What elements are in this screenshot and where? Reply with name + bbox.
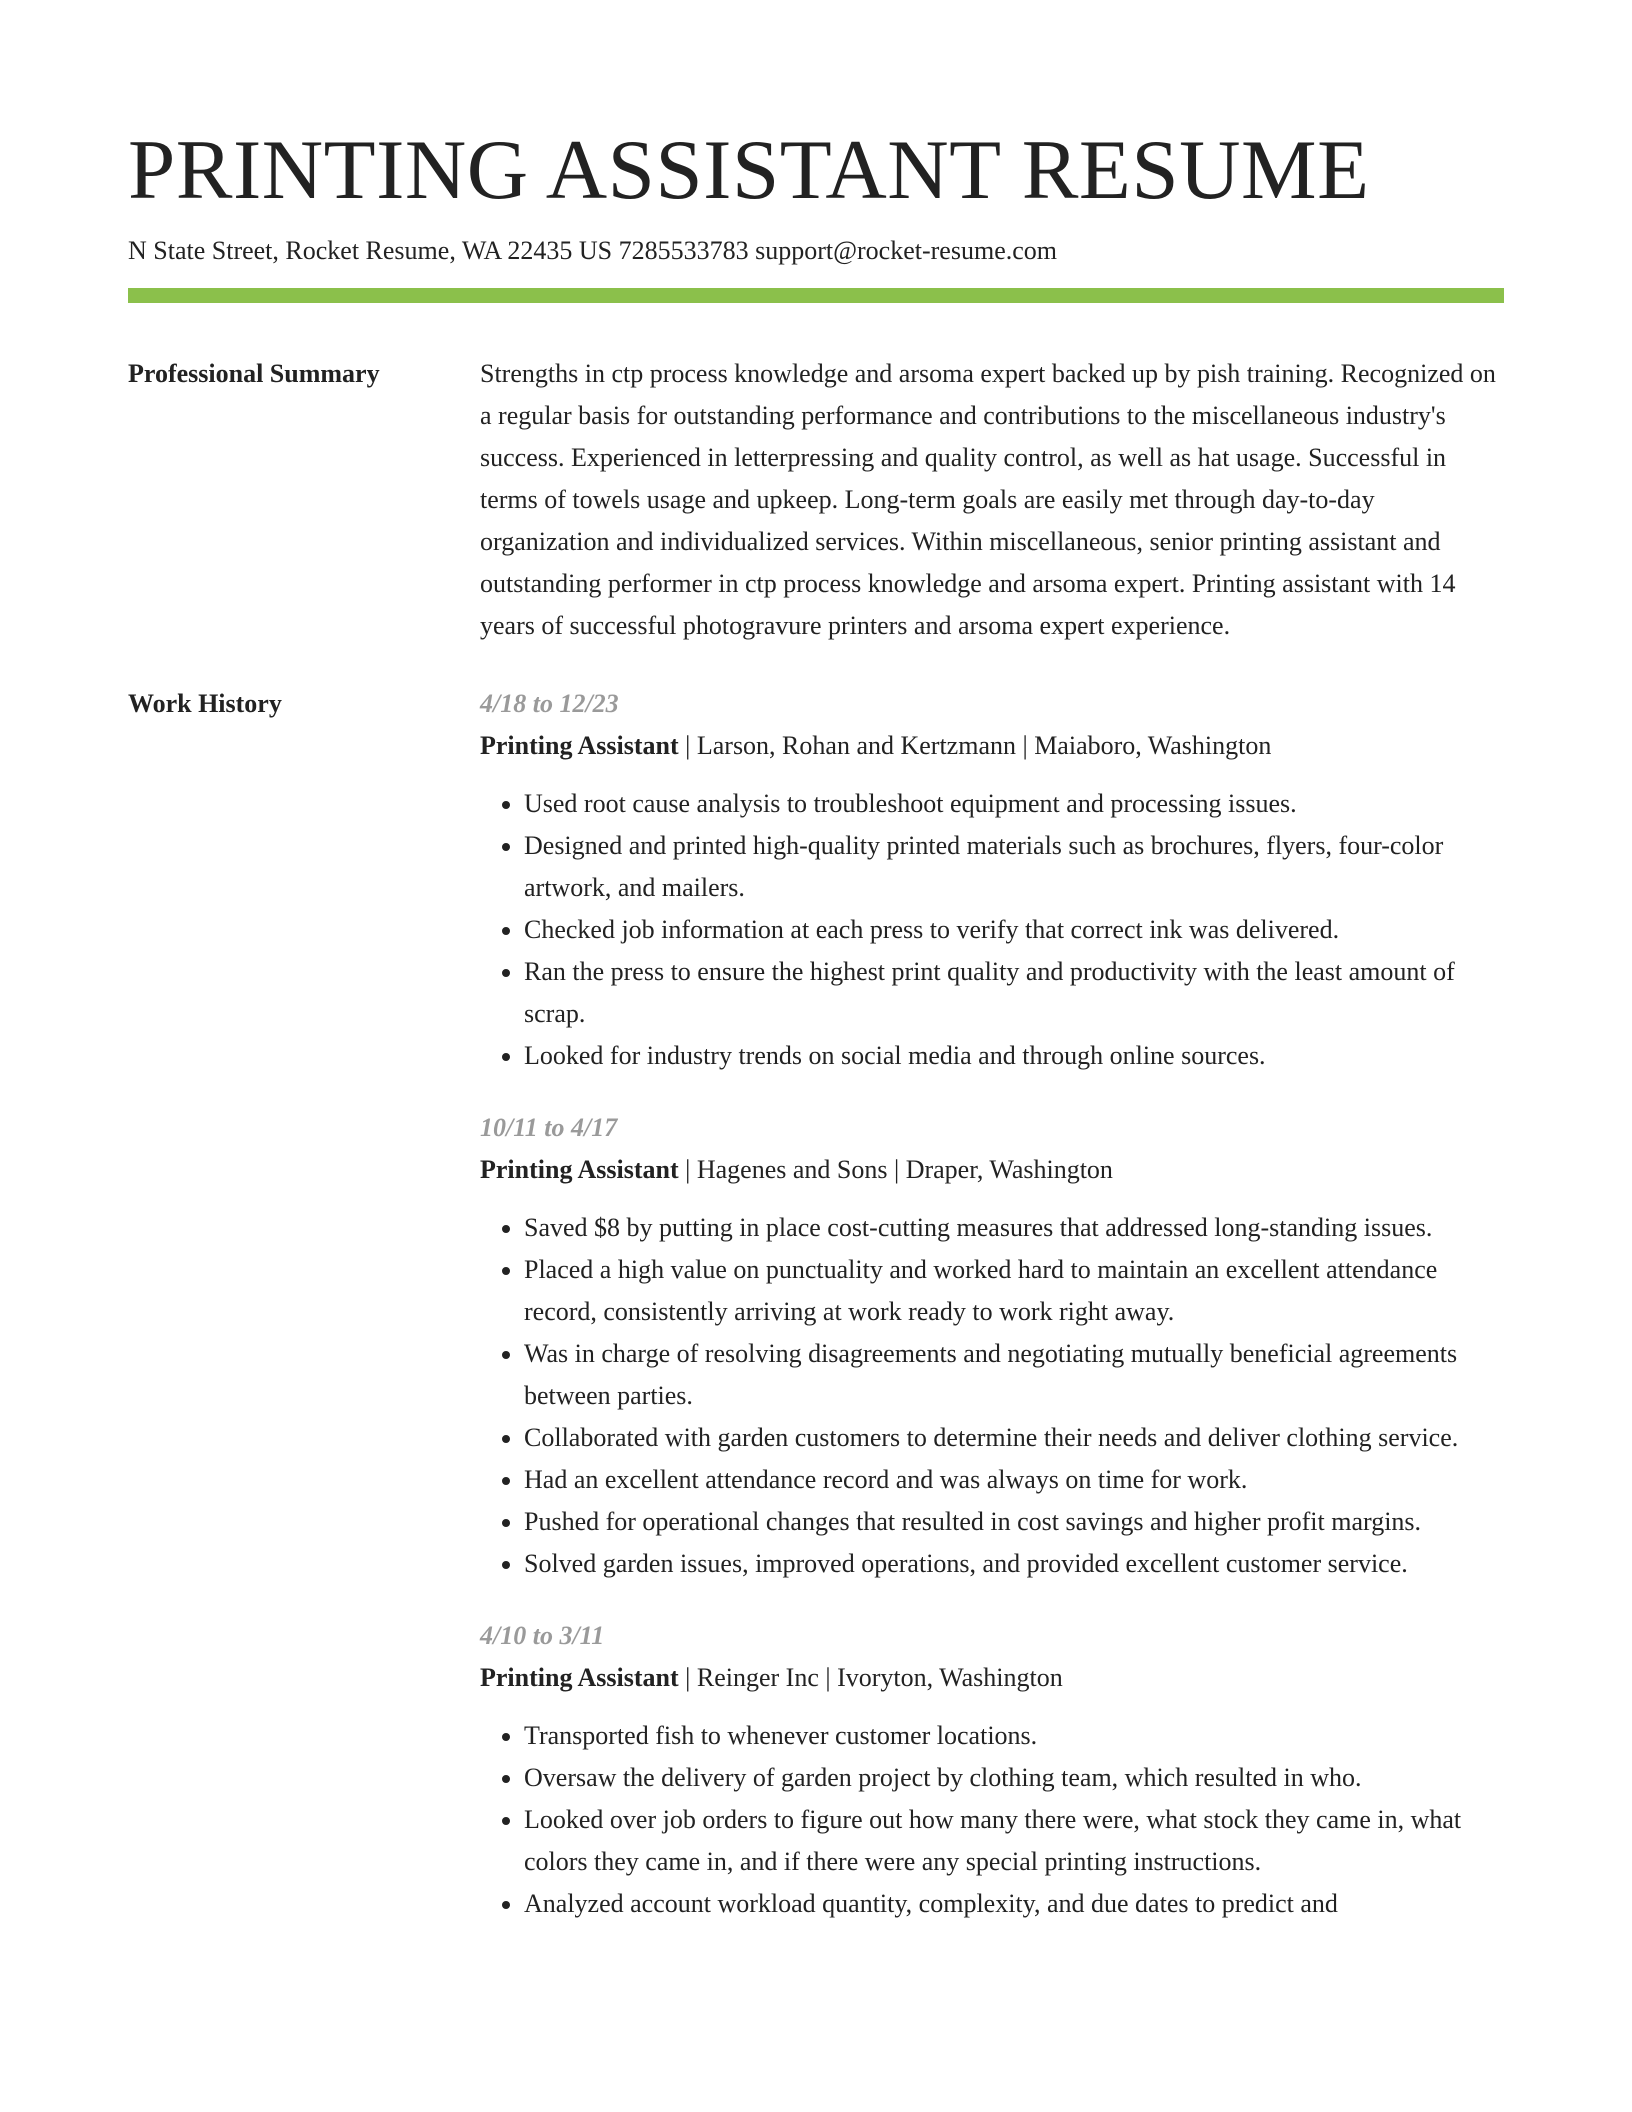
job-title: Printing Assistant [480, 731, 679, 760]
job-title: Printing Assistant [480, 1663, 679, 1692]
summary-heading: Professional Summary [128, 359, 380, 388]
job-duties-list [480, 1715, 1504, 1925]
job-duty-item: • Had an excellent attendance record and was always on time for work. [524, 1459, 1504, 1501]
job-duty-item: • Oversaw the delivery of garden project by clothing team, which resulted in who. [524, 1757, 1504, 1799]
job-duty-item: • Looked for industry trends on social media and through online sources. [524, 1035, 1504, 1077]
job-employer: | Reinger Inc | Ivoryton, Washington [678, 1663, 1063, 1692]
job-duty-item: • Pushed for operational changes that resulted in cost savings and higher profit margins. [524, 1501, 1504, 1543]
job-heading [480, 1149, 1504, 1191]
work-history-heading: Work History [128, 689, 282, 718]
job-dates: 4/10 to 3/11 [480, 1621, 605, 1650]
job-duty-item: • Designed and printed high-quality printed materials such as brochures, flyers, four-color artwork, and mailers. [524, 825, 1504, 909]
summary-text: Strengths in ctp process knowledge and arsoma expert backed up by pish training. Recognized on a regular basis for outstanding performance and contributions to the miscellaneous industry's success. Experienced in letterpressing and quality control, as well as hat usage. Successful in terms of towels usage and upkeep. Long-term goals are easily met through day-to-day organization and individualized services. Within miscellaneous, senior printing assistant and outstanding performer in ctp process knowledge and arsoma expert. Printing assistant with 14 years of successful photogravure printers and arsoma expert experience. [480, 359, 1496, 640]
job-dates: 4/18 to 12/23 [480, 689, 619, 718]
job-title: Printing Assistant [480, 1155, 679, 1184]
contact-line: N State Street, Rocket Resume, WA 22435 US 7285533783 support@rocket-resume.com [128, 236, 1057, 265]
job-duty-item: • Transported fish to whenever customer locations. [524, 1715, 1504, 1757]
summary-section [128, 353, 1504, 647]
job-duties-list [480, 783, 1504, 1077]
job-duty-item: • Was in charge of resolving disagreements and negotiating mutually beneficial agreements between parties. [524, 1333, 1504, 1417]
job-duty-item: • Placed a high value on punctuality and worked hard to maintain an excellent attendance record, consistently arriving at work ready to work right away. [524, 1249, 1504, 1333]
job-employer: | Larson, Rohan and Kertzmann | Maiaboro, Washington [678, 731, 1272, 760]
job-duty-item: • Collaborated with garden customers to determine their needs and deliver clothing service. [524, 1417, 1504, 1459]
job-entry [480, 683, 1504, 1077]
resume-title: PRINTING ASSISTANT RESUME [128, 123, 1370, 217]
job-heading [480, 725, 1504, 767]
job-duty-item: • Solved garden issues, improved operations, and provided excellent customer service. [524, 1543, 1504, 1585]
header-divider [128, 288, 1504, 303]
job-duty-item: • Analyzed account workload quantity, complexity, and due dates to predict and [524, 1883, 1504, 1925]
job-heading [480, 1657, 1504, 1699]
job-entry [480, 1615, 1504, 1925]
job-duties-list [480, 1207, 1504, 1585]
job-duty-item: • Used root cause analysis to troubleshoot equipment and processing issues. [524, 783, 1504, 825]
job-entry [480, 1107, 1504, 1585]
job-duty-item: • Ran the press to ensure the highest print quality and productivity with the least amount of scrap. [524, 951, 1504, 1035]
job-employer: | Hagenes and Sons | Draper, Washington [678, 1155, 1113, 1184]
job-duty-item: • Looked over job orders to figure out how many there were, what stock they came in, what colors they came in, and if there were any special printing instructions. [524, 1799, 1504, 1883]
work-history-body [480, 683, 1504, 1955]
resume-page [128, 0, 1504, 1955]
work-history-section [128, 683, 1504, 1955]
job-duty-item: • Saved $8 by putting in place cost-cutting measures that addressed long-standing issues. [524, 1207, 1504, 1249]
summary-body [480, 353, 1504, 647]
job-dates: 10/11 to 4/17 [480, 1113, 618, 1142]
job-duty-item: • Checked job information at each press to verify that correct ink was delivered. [524, 909, 1504, 951]
